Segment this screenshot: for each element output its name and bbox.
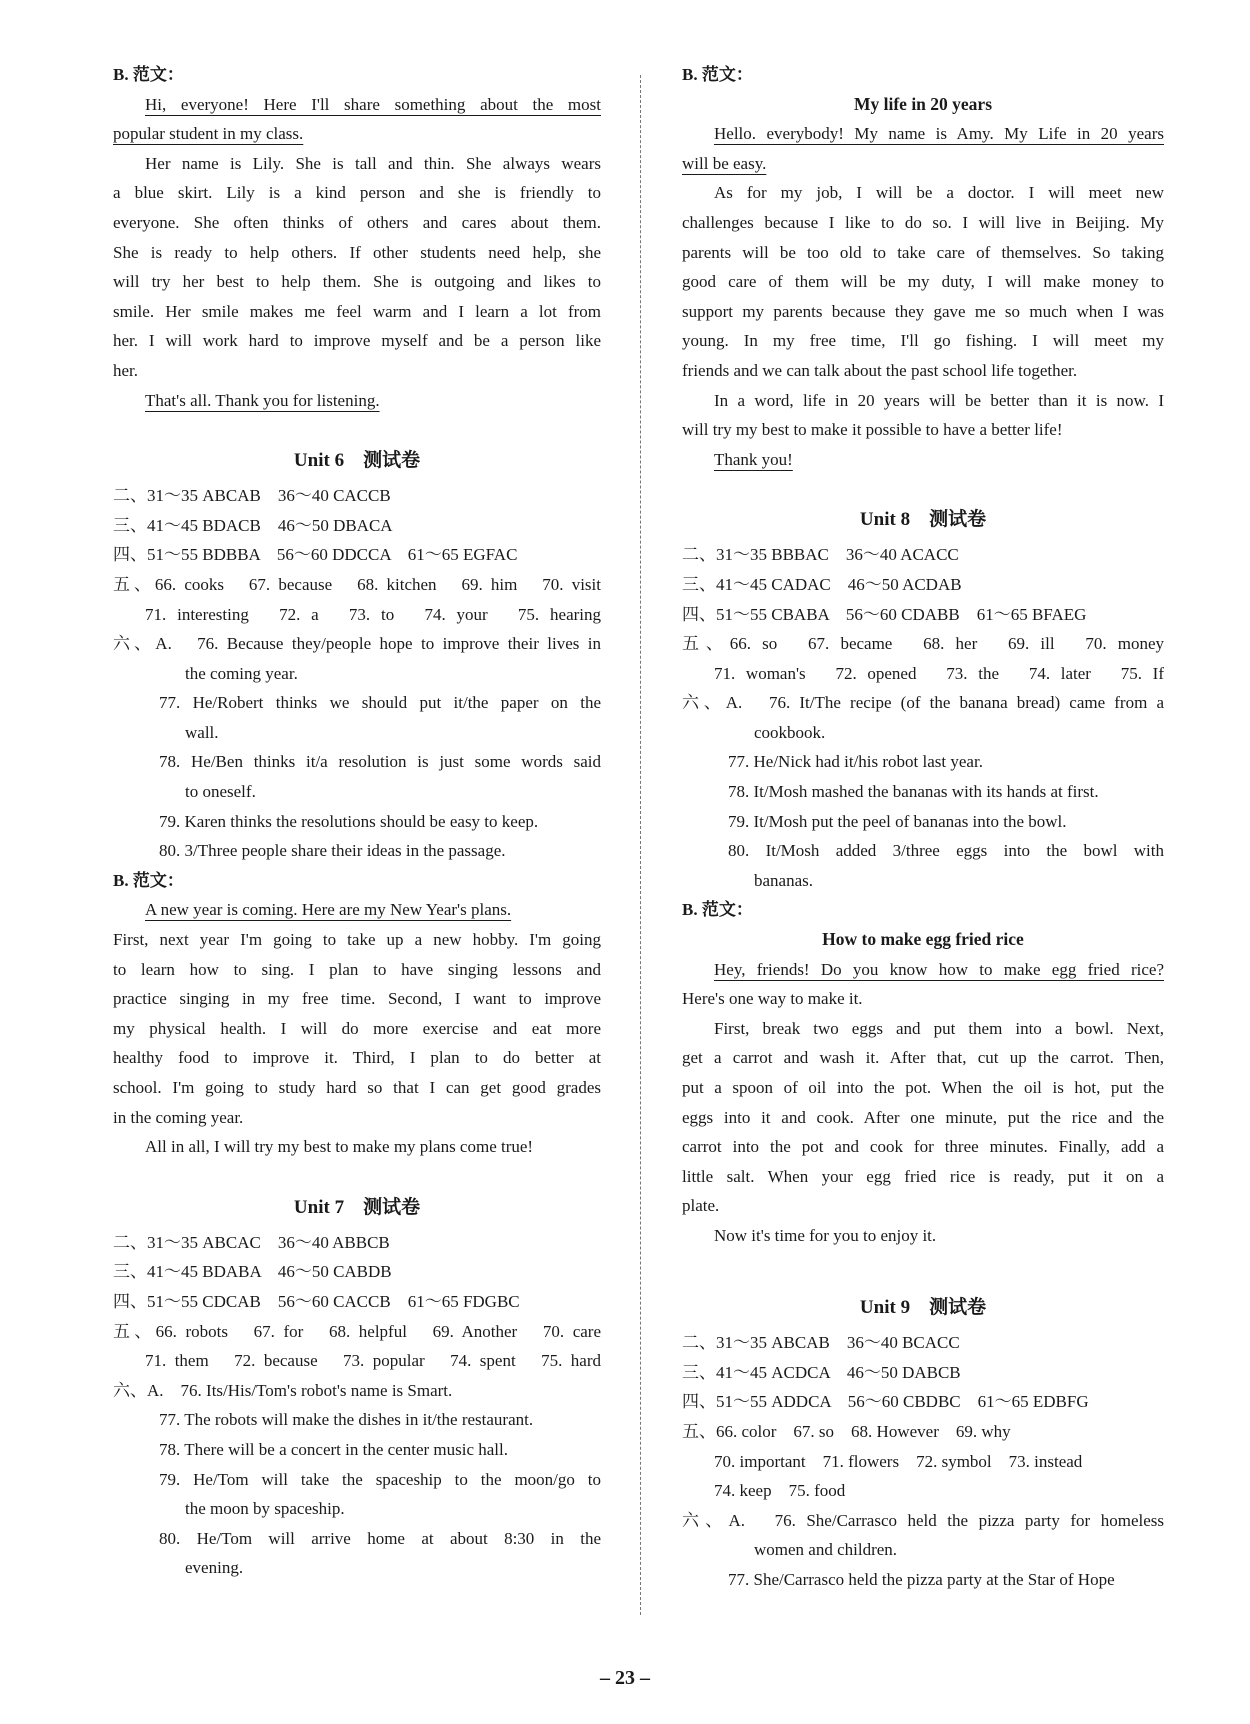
essay-line: my physical health. I will do more exercise and eat more <box>113 1018 601 1038</box>
answer-line: 77. She/Carrasco held the pizza party at the Star of Hope <box>728 1569 1115 1589</box>
answer-line: 77. The robots will make the dishes in it/the restaurant. <box>159 1410 534 1430</box>
column-divider <box>640 75 641 1615</box>
essay-line: friends and we can talk about the past school life together. <box>682 360 1078 380</box>
essay-line: school. I'm going to study hard so that I can get good grades <box>113 1078 601 1097</box>
essay-line: She is ready to help others. If other students need help, she <box>113 242 601 262</box>
answer-line: 五、66. color 67. so 68. However 69. why <box>682 1421 1011 1441</box>
answer-line: 二、31～35 BBBAC 36～40 ACACC <box>682 545 959 565</box>
answer-line: 78. There will be a concert in the center music hall. <box>159 1439 508 1459</box>
answer-line: evening. <box>185 1558 244 1578</box>
answer-line: 79. He/Tom will take the spaceship to the moon/go to <box>159 1469 601 1489</box>
section-b-heading: B. 范文： <box>682 65 753 84</box>
essay-line: Here's one way to make it. <box>682 989 863 1009</box>
answer-line: cookbook. <box>754 722 826 742</box>
unit-8-title: Unit 8 测试卷 <box>859 509 987 531</box>
answer-line: 80. He/Tom will arrive home at about 8:30 in the <box>159 1528 601 1548</box>
essay-line: will be easy. <box>682 153 767 173</box>
essay-line: a blue skirt. Lily is a kind person and she is friendly to <box>113 183 601 203</box>
essay-line: everyone. She often thinks of others and cares about them. <box>113 212 601 232</box>
essay-line: Hey, friends! Do you know how to make egg fried rice? <box>714 959 1164 979</box>
essay-title: My life in 20 years <box>853 93 993 114</box>
essay-line: practice singing in my free time. Second, I want to improve <box>113 989 601 1009</box>
answer-line: 77. He/Nick had it/his robot last year. <box>728 752 983 772</box>
answer-line: 六、A. 76. She/Carrasco held the pizza party for homeless <box>682 1510 1164 1530</box>
essay-line: A new year is coming. Here are my New Year's plans. <box>145 900 512 920</box>
answer-line: 80. It/Mosh added 3/three eggs into the bowl with <box>728 841 1164 861</box>
answer-line: bananas. <box>754 870 814 890</box>
section-b-heading: B. 范文： <box>682 900 753 920</box>
essay-line: As for my job, I will be a doctor. I will meet new <box>714 183 1164 203</box>
essay-line: All in all, I will try my best to make my plans come true! <box>145 1137 534 1157</box>
essay-line: challenges because I like to do so. I will live in Beijing. My <box>682 212 1164 232</box>
answer-line: 80. 3/Three people share their ideas in the passage. <box>159 841 506 861</box>
answer-line: 78. It/Mosh mashed the bananas with its hands at first. <box>728 782 1099 802</box>
answer-line: 三、41～45 BDABA 46～50 CABDB <box>113 1262 392 1282</box>
answer-line: 79. It/Mosh put the peel of bananas into the bowl. <box>728 811 1067 831</box>
essay-line: her. I will work hard to improve myself and be a person like <box>113 331 601 351</box>
essay-line: Hi, everyone! Here I'll share something about the most <box>145 94 601 114</box>
answer-line: 四、51～55 CBABA 56～60 CDABB 61～65 BFAEG <box>682 604 1087 624</box>
essay-line: First, break two eggs and put them into a bowl. Next, <box>714 1018 1164 1038</box>
section-b-heading: B. 范文： <box>113 870 184 890</box>
left-column <box>113 60 601 1583</box>
essay-line: plate. <box>682 1196 720 1216</box>
answer-line: 二、31～35 ABCAB 36～40 CACCB <box>113 486 391 506</box>
answer-line: 三、41～45 CADAC 46～50 ACDAB <box>682 574 962 594</box>
essay-line: in the coming year. <box>113 1107 244 1127</box>
answer-line: 71. interesting 72. a 73. to 74. your 75. hearing <box>145 604 601 624</box>
answer-line: 二、31～35 ABCAC 36～40 ABBCB <box>113 1232 390 1252</box>
right-column <box>682 60 1164 1595</box>
essay-line: popular student in my class. <box>113 124 304 144</box>
essay-line: get a carrot and wash it. After that, cut up the carrot. Then, <box>682 1048 1164 1068</box>
answer-line: 五、66. robots 67. for 68. helpful 69. Another 70. care <box>113 1321 601 1341</box>
page-number: – 23 – <box>600 1667 650 1689</box>
essay-line: will try my best to make it possible to have a better life! <box>682 420 1063 440</box>
answer-line: wall. <box>185 722 219 742</box>
answer-line: 五、66. cooks 67. because 68. kitchen 69. him 70. visit <box>113 574 601 594</box>
unit-9-title: Unit 9 测试卷 <box>859 1297 987 1319</box>
unit-6-title: Unit 6 测试卷 <box>293 450 421 472</box>
answer-line: the moon by spaceship. <box>185 1499 345 1519</box>
essay-line: young. In my free time, I'll go fishing. I will meet my <box>682 331 1164 351</box>
essay-line: carrot into the pot and cook for three minutes. Finally, add a <box>682 1137 1164 1157</box>
unit-7-title: Unit 7 测试卷 <box>293 1196 421 1218</box>
essay-line: Her name is Lily. She is tall and thin. She always wears <box>145 153 601 173</box>
answer-line: 三、41～45 ACDCA 46～50 DABCB <box>682 1362 961 1382</box>
essay-line: First, next year I'm going to take up a new hobby. I'm going <box>113 930 601 950</box>
answer-line: 四、51～55 BDBBA 56～60 DDCCA 61～65 EGFAC <box>113 545 518 565</box>
answer-line: the coming year. <box>185 663 298 683</box>
essay-line: smile. Her smile makes me feel warm and I learn a lot from <box>113 301 601 321</box>
answer-line: 79. Karen thinks the resolutions should be easy to keep. <box>159 811 539 831</box>
answer-line: 六、A. 76. Its/His/Tom's robot's name is Smart. <box>113 1380 453 1400</box>
essay-line: Hello. everybody! My name is Amy. My Life in 20 years <box>714 124 1164 144</box>
answer-line: to oneself. <box>185 782 256 802</box>
essay-title: How to make egg fried rice <box>822 929 1024 950</box>
answer-line: 六、A. 76. Because they/people hope to improve their lives in <box>113 634 601 654</box>
answer-line: 二、31～35 ABCAB 36～40 BCACC <box>682 1333 960 1353</box>
essay-line: little salt. When your egg fried rice is ready, put it on a <box>682 1166 1164 1186</box>
essay-line: good care of them will be my duty, I will make money to <box>682 272 1164 292</box>
answer-line: 四、51～55 CDCAB 56～60 CACCB 61～65 FDGBC <box>113 1291 520 1311</box>
essay-line: her. <box>113 360 139 380</box>
answer-line: 74. keep 75. food <box>714 1481 846 1501</box>
essay-line: healthy food to improve it. Third, I plan to do better at <box>113 1048 601 1068</box>
essay-line: to learn how to sing. I plan to have singing lessons and <box>113 959 601 979</box>
essay-line: eggs into it and cook. After one minute, put the rice and the <box>682 1107 1164 1127</box>
answer-line: 77. He/Robert thinks we should put it/the paper on the <box>159 693 601 713</box>
answer-line: 78. He/Ben thinks it/a resolution is just some words said <box>159 752 601 772</box>
answer-line: 四、51～55 ADDCA 56～60 CBDBC 61～65 EDBFG <box>682 1392 1089 1412</box>
answer-line: 71. woman's 72. opened 73. the 74. later 75. If <box>714 663 1164 683</box>
answer-line: women and children. <box>754 1540 898 1560</box>
essay-line: will try her best to help them. She is outgoing and likes to <box>113 272 601 292</box>
answer-line: 三、41～45 BDACB 46～50 DBACA <box>113 515 393 535</box>
answer-line: 五、66. so 67. became 68. her 69. ill 70. money <box>682 634 1164 654</box>
essay-line: Now it's time for you to enjoy it. <box>714 1225 937 1245</box>
essay-line: support my parents because they gave me so much when I was <box>682 301 1164 321</box>
answer-line: 六、A. 76. It/The recipe (of the banana bread) came from a <box>682 693 1164 713</box>
answer-line: 70. important 71. flowers 72. symbol 73. instead <box>714 1451 1083 1471</box>
answer-line: 71. them 72. because 73. popular 74. spent 75. hard <box>145 1351 601 1371</box>
essay-line: In a word, life in 20 years will be better than it is now. I <box>714 390 1164 410</box>
essay-line: Thank you! <box>714 449 793 469</box>
section-b-heading: B. 范文： <box>113 65 184 84</box>
essay-line: parents will be too old to take care of themselves. So taking <box>682 242 1164 262</box>
essay-line: put a spoon of oil into the pot. When the oil is hot, put the <box>682 1078 1164 1097</box>
essay-line: That's all. Thank you for listening. <box>145 390 380 410</box>
